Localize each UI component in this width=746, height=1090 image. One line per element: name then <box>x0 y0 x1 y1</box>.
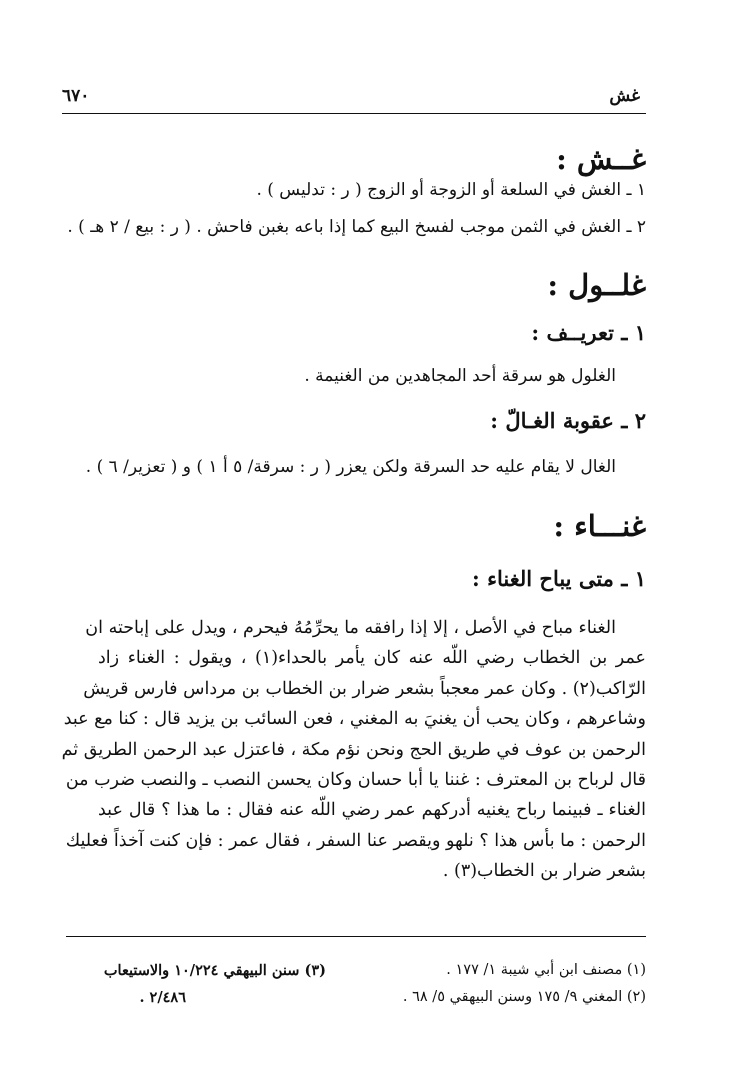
section-title-ghina: غنـــاء : <box>553 509 646 543</box>
ghina-paragraph <box>61 613 646 887</box>
ghulul-definition-heading: ١ ـ تعريــف : <box>531 320 646 345</box>
paragraph-line: الرحمن بن عوف في طريق الحج ونحن نؤم مكة ، فاعتزل عبد الرحمن الطريق ثم <box>61 739 646 760</box>
ghina-when-permitted-heading: ١ ـ متى يباح الغناء : <box>472 566 646 591</box>
paragraph-line: قال لرباح بن المعترف : غننا يا أبا حسان وكان يحسن النصب ـ والنصب ضرب من <box>65 770 646 791</box>
paragraph-line: وشاعرهم ، وكان يحب أن يغنيَ به المغني ، فعن السائب بن يزيد قال : كنا مع عبد <box>63 709 646 730</box>
paragraph-line: الرحمن : ما بأس هذا ؟ نلهو ويقصر عنا السفر ، فقال عمر : فإن كنت آخذاً فعليك <box>65 830 646 851</box>
page-number: ٦٧٠ <box>62 86 90 106</box>
section-title-ghulul: غلــول : <box>547 268 646 302</box>
footnote-rule <box>66 936 646 937</box>
footnote-2: (٢) المغني ٩/ ١٧٥ وسنن البيهقي ٥/ ٦٨ . <box>402 989 646 1005</box>
header-rule <box>62 113 646 114</box>
footnote-3-line-2: ٢/٤٨٦ . <box>139 989 186 1006</box>
ghulul-definition-text: الغلول هو سرقة أحد المجاهدين من الغنيمة . <box>304 366 616 386</box>
paragraph-line: عمر بن الخطاب رضي اللّه عنه كان يأمر بالحداء(١) ، ويقول : الغناء زاد <box>98 648 646 669</box>
running-header-word: غش <box>609 86 640 106</box>
paragraph-line: بشعر ضرار بن الخطاب(٣) . <box>442 861 646 882</box>
footnote-3-line-1: (٣) سنن البيهقي ١٠/٢٢٤ والاستيعاب <box>103 962 326 979</box>
paragraph-line: الغناء مباح في الأصل ، إلا إذا رافقه ما يحرِّمُهُ فيحرم ، ويدل على إباحته ان <box>85 618 616 638</box>
ghulul-penalty-heading: ٢ ـ عقوبة الغـالّ : <box>490 408 646 433</box>
paragraph-line: الغناء ـ فبينما رباح يغنيه أدركهم عمر رضي اللّه عنه فقال : ما هذا ؟ قال عبد <box>98 800 646 821</box>
section-title-ghish: غــش : <box>556 142 646 176</box>
footnote-1: (١) مصنف ابن أبي شيبة ١/ ١٧٧ . <box>446 962 646 978</box>
ghish-item-1: ١ ـ الغش في السلعة أو الزوجة أو الزوج ( ر : تدليس ) . <box>256 180 646 200</box>
ghulul-penalty-text: الغال لا يقام عليه حد السرقة ولكن يعزر ( ر : سرقة/ ٥ أ ١ ) و ( تعزير/ ٦ ) . <box>85 457 616 477</box>
paragraph-line: الرّاكب(٢) . وكان عمر معجباً بشعر ضرار بن الخطاب بن مرداس فارس قريش <box>83 678 646 699</box>
ghish-item-2: ٢ ـ الغش في الثمن موجب لفسخ البيع كما إذا باعه بغبن فاحش . ( ر : بيع / ٢ هـ ) . <box>67 217 646 237</box>
